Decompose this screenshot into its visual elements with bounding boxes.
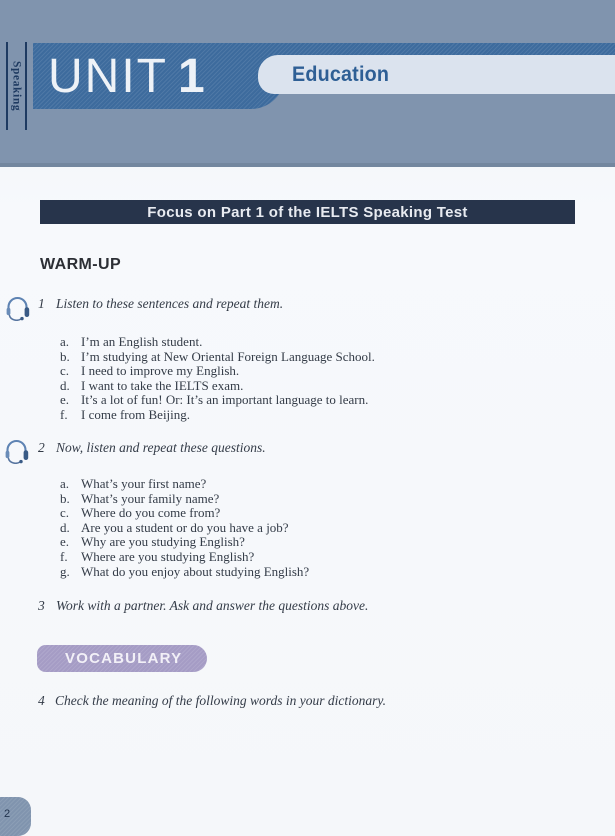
list-item xyxy=(60,350,375,365)
item-letter: b. xyxy=(60,348,70,364)
focus-banner-text: Focus on Part 1 of the IELTS Speaking Test xyxy=(147,203,468,221)
exercise-3-instruction: Work with a partner. Ask and answer the questions above. xyxy=(56,598,369,613)
item-text: Where are you studying English? xyxy=(81,548,255,564)
item-letter: a. xyxy=(60,476,70,491)
exercise-4-instruction: Check the meaning of the following words in your dictionary. xyxy=(55,693,386,708)
item-text: What’s your first name? xyxy=(81,476,207,491)
item-letter: e. xyxy=(60,534,70,550)
unit-title-box xyxy=(33,43,285,109)
item-letter: d. xyxy=(60,377,70,393)
item-letter: a. xyxy=(60,334,70,349)
item-text: I need to improve my English. xyxy=(81,363,240,379)
item-text: I’m studying at New Oriental Foreign Language School. xyxy=(81,348,375,364)
exercise-1-list xyxy=(60,335,375,423)
list-item xyxy=(60,364,375,379)
list-item xyxy=(60,379,375,394)
list-item xyxy=(60,565,309,580)
exercise-2-instruction: Now, listen and repeat these questions. xyxy=(56,440,266,455)
unit-topic-band xyxy=(258,55,615,94)
item-text: Why are you studying English? xyxy=(81,534,245,550)
header-bottom-edge xyxy=(0,163,615,167)
item-letter: c. xyxy=(60,363,70,379)
item-text: What do you enjoy about studying English? xyxy=(81,563,310,579)
item-text: I want to take the IELTS exam. xyxy=(81,377,244,393)
headphones-icon xyxy=(4,294,31,321)
side-tab-label: Speaking xyxy=(10,60,23,112)
item-text: It’s a lot of fun! Or: It’s an important language to learn. xyxy=(81,392,369,408)
exercise-2-list xyxy=(60,477,309,579)
item-text: I’m an English student. xyxy=(81,334,203,349)
list-item xyxy=(60,408,375,423)
focus-banner xyxy=(40,200,575,224)
item-text: Are you a student or do you have a job? xyxy=(81,519,289,535)
exercise-1-number: 1 xyxy=(38,296,45,311)
unit-title xyxy=(48,49,205,104)
unit-word: UNIT xyxy=(48,49,168,103)
page-number-tab xyxy=(0,797,31,836)
list-item xyxy=(60,393,375,408)
page-number: 2 xyxy=(4,808,11,820)
unit-number: 1 xyxy=(177,49,205,103)
exercise-3-number: 3 xyxy=(38,598,45,613)
item-letter: b. xyxy=(60,490,70,506)
vocabulary-heading-label: VOCABULARY xyxy=(65,650,183,667)
list-item xyxy=(60,521,309,536)
list-item xyxy=(60,335,375,350)
item-letter: e. xyxy=(60,392,70,408)
headphones-icon xyxy=(3,437,30,464)
unit-topic-label: Education xyxy=(292,62,390,86)
item-text: Where do you come from? xyxy=(81,505,221,521)
list-item xyxy=(60,492,309,507)
list-item xyxy=(60,506,309,521)
list-item xyxy=(60,550,309,565)
vocabulary-heading-badge xyxy=(37,645,207,672)
list-item xyxy=(60,477,309,492)
item-letter: c. xyxy=(60,505,70,521)
item-letter: d. xyxy=(60,519,70,535)
exercise-4-number: 4 xyxy=(38,693,45,708)
item-text: What’s your family name? xyxy=(81,490,220,506)
exercise-1-instruction: Listen to these sentences and repeat them. xyxy=(56,296,284,311)
warmup-heading: WARM-UP xyxy=(40,256,122,273)
item-letter: g. xyxy=(60,563,70,579)
list-item xyxy=(60,535,309,550)
item-letter: f. xyxy=(60,548,68,564)
item-letter: f. xyxy=(60,406,68,422)
exercise-2-number: 2 xyxy=(38,440,45,455)
item-text: I come from Beijing. xyxy=(81,406,191,422)
side-tab-speaking xyxy=(6,42,27,130)
